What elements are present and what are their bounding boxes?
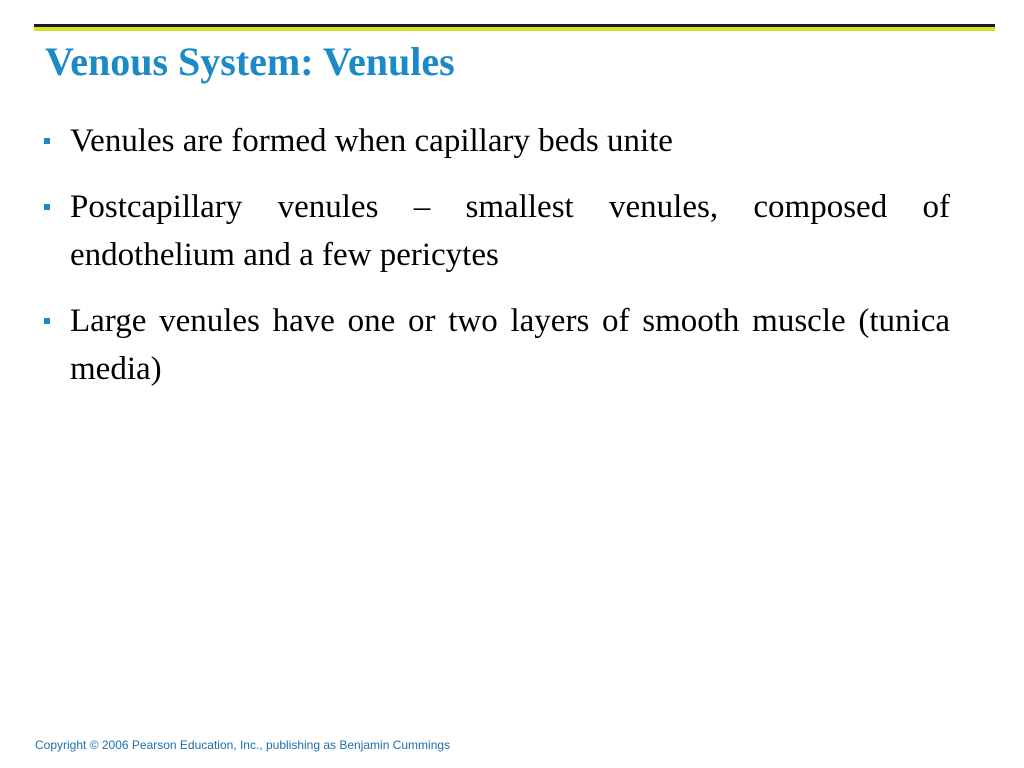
top-rule bbox=[34, 24, 995, 31]
top-rule-accent-line bbox=[34, 27, 995, 31]
slide-title: Venous System: Venules bbox=[45, 39, 455, 84]
square-bullet-icon bbox=[44, 318, 50, 324]
bullet-item bbox=[44, 297, 950, 393]
square-bullet-icon bbox=[44, 204, 50, 210]
copyright-footer: Copyright © 2006 Pearson Education, Inc., publishing as Benjamin Cummings bbox=[35, 738, 451, 752]
bullet-text: Postcapillary venules – smallest venules, composed of endothelium and a few pericytes bbox=[70, 189, 950, 273]
bullet-text: Large venules have one or two layers of smooth muscle (tunica media) bbox=[70, 303, 950, 387]
bullet-item bbox=[44, 117, 950, 165]
bullet-list bbox=[44, 117, 950, 411]
bullet-text: Venules are formed when capillary beds unite bbox=[70, 123, 673, 159]
bullet-item bbox=[44, 183, 950, 279]
square-bullet-icon bbox=[44, 138, 50, 144]
